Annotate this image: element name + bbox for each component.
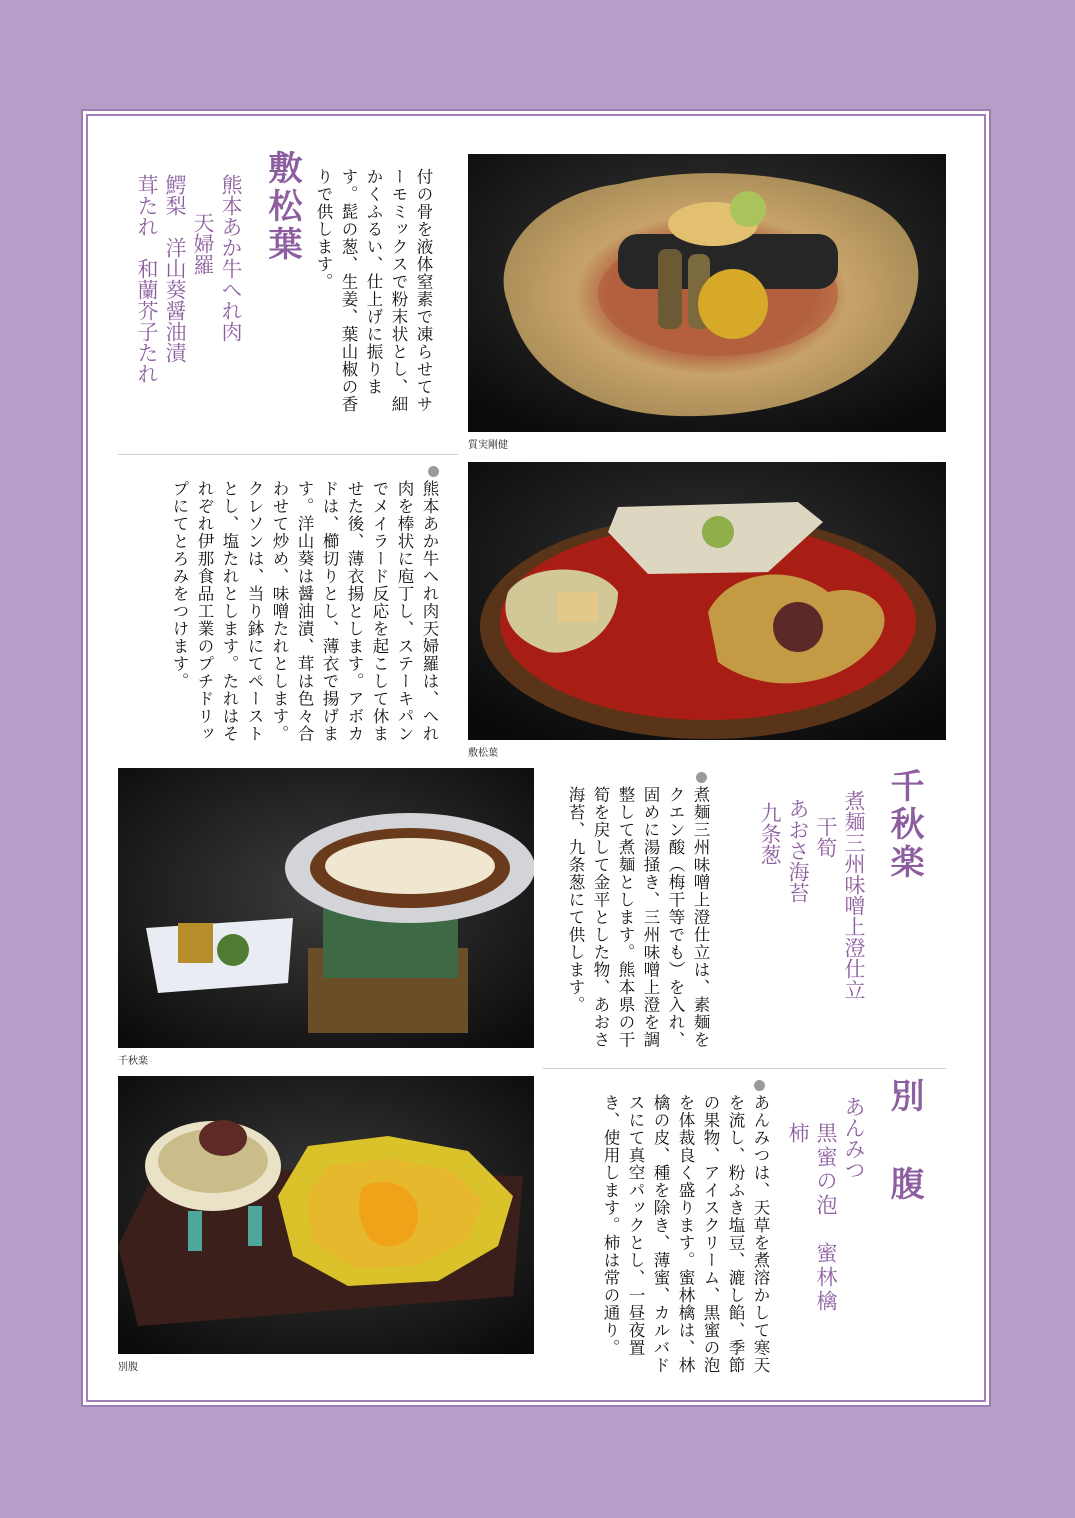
nabe-illustration [118, 768, 534, 1048]
tray-illustration [468, 462, 946, 740]
menu-item: 九条葱 [758, 802, 782, 865]
photo-shikimatsuba [468, 462, 946, 740]
menu-item: あおさ海苔 [786, 798, 810, 903]
menu-list-betsubara [788, 1096, 868, 1356]
dish-title-senshuraku: 千秋楽 [884, 768, 924, 882]
photo-caption-4: 別腹 [118, 1362, 138, 1373]
menu-list-shikimatsuba [120, 174, 245, 434]
menu-item: 茸たれ 和蘭芥子たれ [135, 174, 159, 384]
plate-illustration [468, 154, 946, 432]
photo-caption-2: 敷松葉 [468, 748, 498, 759]
menu-item: 熊本あか牛へれ肉 [219, 174, 243, 342]
dessert-illustration [118, 1076, 534, 1354]
menu-item: 黒蜜の泡 蜜林檎 柿 [786, 1122, 838, 1338]
bullet-icon [696, 772, 707, 783]
section-divider [118, 454, 458, 455]
photo-caption-1: 質実剛健 [468, 440, 508, 451]
photo-caption-3: 千秋楽 [118, 1056, 148, 1067]
menu-item: 天婦羅 [191, 212, 215, 275]
menu-item: あんみつ [842, 1096, 866, 1180]
body-text-senshuraku: 煮麺三州味噌上澄仕立は、素麺をクエン酸（梅干等でも）を入れ、固めに湯掻き、三州味噌上澄を調整して煮麺とします。熊本県の干筍を戻して金平とした物、あおさ海苔、九条葱にて供します。 [566, 786, 710, 1049]
intro-text-shikimatsuba: 付の骨を液体窒素で凍らせてサーモミックスで粉末状とし、細かくふるい、仕上げに振ります。髭の葱、生姜、葉山椒の香りで供します。 [314, 168, 433, 413]
photo-shitsujitsu-gouken [468, 154, 946, 432]
section-divider [543, 1068, 946, 1069]
menu-list-senshuraku [738, 790, 868, 1050]
body-text-betsubara: あんみつは、天草を煮溶かして寒天を流し、粉ふき塩豆、漉し餡、季節の果物、アイスクリーム、黒蜜の泡を体裁良く盛ります。蜜林檎は、林檎の皮、種を除き、薄蜜、カルバドスにて真空パックとし、一昼夜置き、使用します。柿は常の通り。 [601, 1094, 770, 1374]
photo-senshuraku [118, 768, 534, 1048]
photo-betsubara [118, 1076, 534, 1354]
menu-page [86, 114, 986, 1402]
body-text-shikimatsuba: 熊本あか牛へれ肉天婦羅は、へれ肉を棒状に庖丁し、ステーキパンでメイラード反応を起こして休ませた後、薄衣揚とします。アボカドは、櫛切りとし、薄衣で揚げます。洋山葵は醤油漬、茸は色々合わせて炒め、味噌たれとします。クレソンは、当り鉢にてペーストとし、塩たれとします。たれはそれぞれ伊那食品工業のプチドリップにてとろみをつけます。 [170, 480, 439, 743]
bullet-icon [428, 466, 439, 477]
dish-title-betsubara: 別 腹 [884, 1078, 924, 1210]
menu-item: 鰐梨 洋山葵醤油漬 [163, 174, 187, 363]
bullet-icon [754, 1080, 765, 1091]
menu-item: 煮麺三州味噌上澄仕立 [842, 790, 866, 1000]
menu-item: 干筍 [814, 816, 838, 858]
dish-title-shikimatsuba: 敷松葉 [262, 150, 302, 264]
